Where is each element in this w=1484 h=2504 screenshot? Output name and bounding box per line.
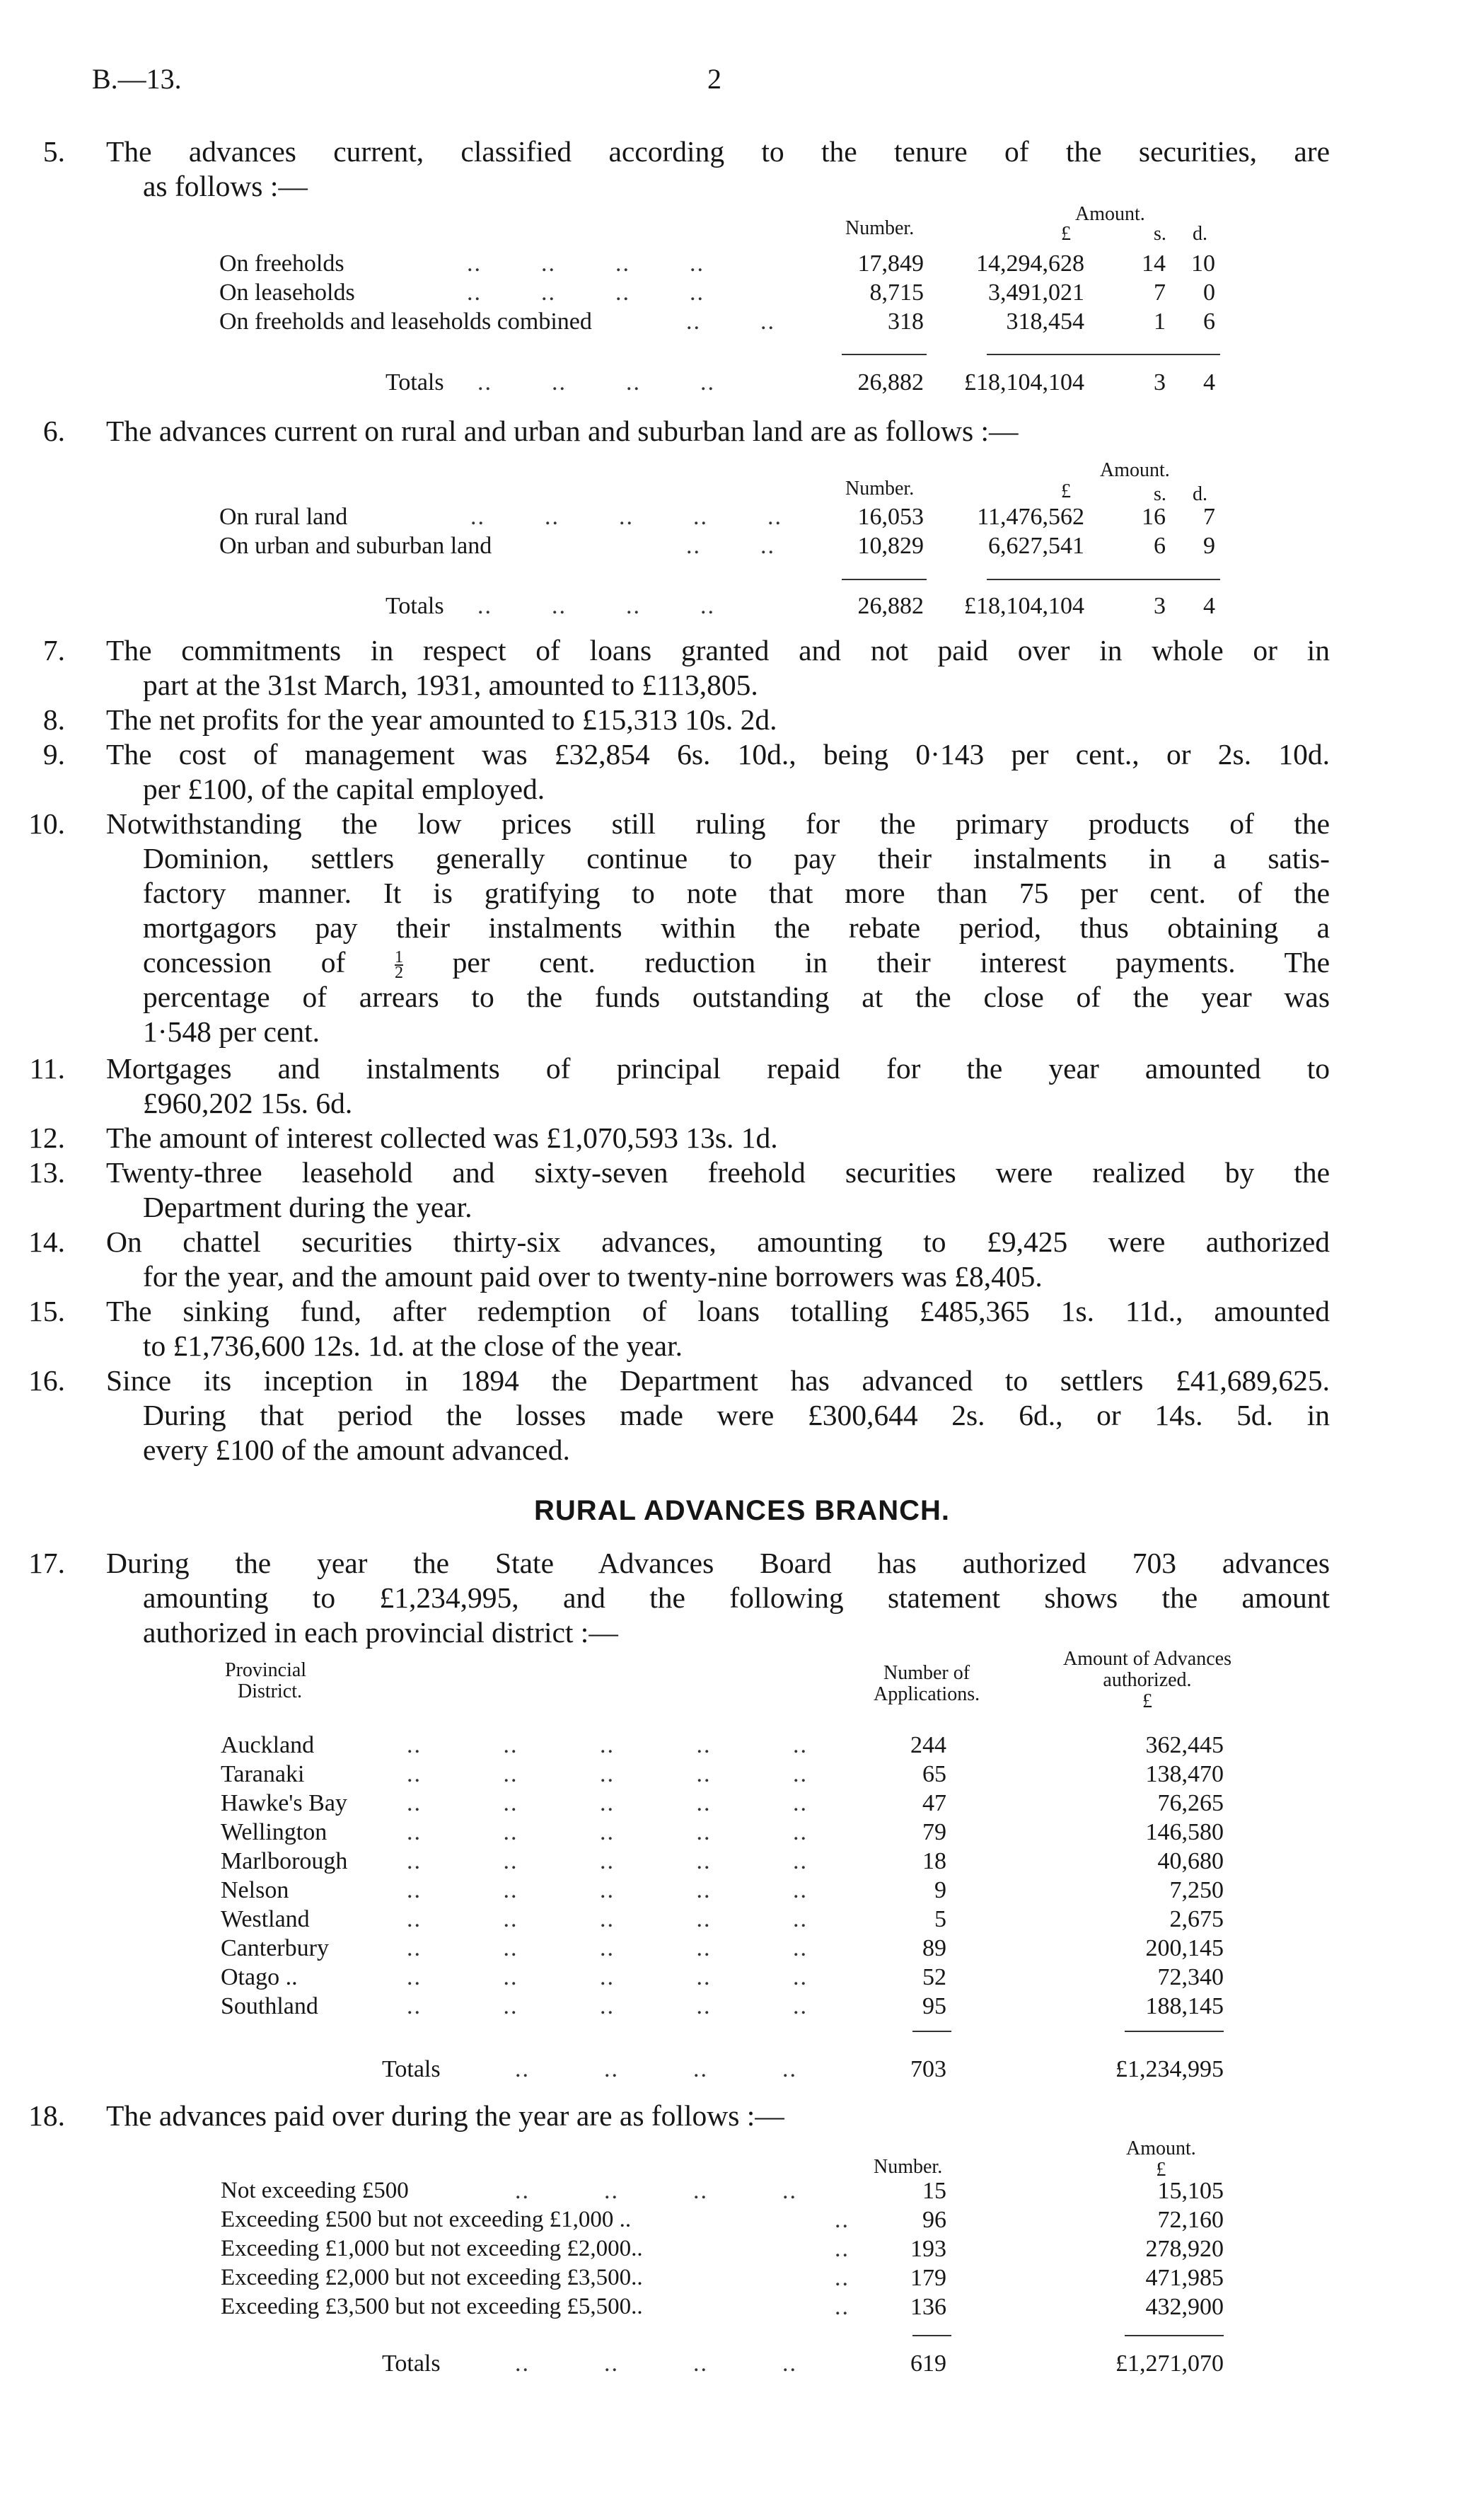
table-cell-pounds: 11,476,562 (977, 504, 1084, 530)
totals-label: Totals (382, 2056, 441, 2082)
leader-dots: .. .. .. .. .. (470, 504, 782, 530)
section-heading: RURAL ADVANCES BRANCH. (534, 1495, 950, 1526)
paragraph-line: £960,202 15s. 6d. (143, 1087, 353, 1119)
text-fragment: concession of (143, 946, 346, 979)
header-line: £ (1142, 1690, 1152, 1712)
leader-dots: .. (835, 2236, 850, 2262)
paragraph-line: On chattel securities thirty-six advances, amounting to £9,425 were authorized (106, 1225, 1330, 1258)
totals-amount: £1,234,995 (1115, 2056, 1224, 2082)
table-cell-district: Taranaki (221, 1761, 305, 1787)
table-cell-pence: 9 (1203, 533, 1215, 559)
leader-dots: .. .. .. .. (515, 2056, 797, 2082)
paragraph-line: Notwithstanding the low prices still ruling for the primary products of the (106, 807, 1330, 840)
paragraph-number: 16. (28, 1364, 65, 1397)
sum-rule (987, 354, 1220, 355)
column-header-applications (874, 1663, 980, 1705)
table-cell-number: 96 (922, 2207, 946, 2233)
table-cell-amount: 278,920 (1145, 2236, 1224, 2262)
paragraph-17 (28, 1546, 1330, 1650)
table-cell-shillings: 7 (1154, 279, 1166, 306)
sum-rule (1125, 2335, 1224, 2336)
paragraph-line: part at the 31st March, 1931, amounted to £113,805. (143, 669, 758, 701)
table-cell-amount: 188,145 (1145, 1993, 1224, 2019)
leader-dots: .. .. (686, 308, 775, 335)
paragraph-number: 6. (42, 415, 65, 447)
table-cell-applications: 65 (922, 1761, 946, 1787)
table-cell-number: 179 (910, 2265, 946, 2291)
paragraph-number: 18. (28, 2099, 65, 2132)
sum-rule (912, 2335, 951, 2336)
table-cell-applications: 18 (922, 1848, 946, 1874)
column-header-pound: £ (1061, 480, 1071, 502)
table-cell-number: 8,715 (869, 279, 924, 306)
paragraph-15 (28, 1294, 1330, 1363)
paragraph-line: 1·548 per cent. (143, 1015, 320, 1049)
paragraph-line: During that period the losses made were £300,644 2s. 6d., or 14s. 5d. in (143, 1399, 1330, 1431)
leader-dots: .. .. .. .. .. (407, 1848, 808, 1874)
table-row-label: Exceeding £3,500 but not exceeding £5,500.. (221, 2294, 643, 2319)
paragraph-line: Dominion, settlers generally continue to pay their instalments in a satis- (143, 842, 1330, 875)
leader-dots: .. .. .. .. .. (407, 1993, 808, 2019)
paragraph-line: Twenty-three leasehold and sixty-seven freehold securities were realized by the (106, 1156, 1330, 1189)
paragraph-6 (42, 414, 1330, 449)
table-cell-number: 15 (922, 2178, 946, 2204)
column-header-shillings: s. (1154, 483, 1166, 505)
table-cell-number: 10,829 (857, 533, 924, 559)
table-cell-district: Auckland (221, 1732, 315, 1758)
totals-pence: 4 (1203, 369, 1215, 396)
sum-rule (842, 354, 927, 355)
table-cell-shillings: 6 (1154, 533, 1166, 559)
paragraph-line: authorized in each provincial district :— (143, 1616, 618, 1649)
sum-rule (987, 579, 1220, 580)
column-header-amount: Amount. (1100, 459, 1170, 481)
column-header-number: Number. (874, 2156, 943, 2178)
sum-rule (842, 579, 927, 580)
paragraph-line: The advances paid over during the year are as follows :— (106, 2099, 784, 2132)
column-header-amount (1126, 2138, 1196, 2181)
paragraph-number: 12. (28, 1121, 65, 1154)
header-line: authorized. (1103, 1669, 1192, 1691)
paragraph-8 (42, 703, 1330, 737)
table-cell-amount: 7,250 (1169, 1877, 1224, 1903)
table-row-label: Exceeding £2,000 but not exceeding £3,500.. (221, 2265, 643, 2290)
table-cell-district: Canterbury (221, 1935, 329, 1961)
table-cell-applications: 89 (922, 1935, 946, 1961)
totals-amount: £1,271,070 (1115, 2350, 1224, 2377)
table-cell-number: 17,849 (857, 250, 924, 277)
table-cell-applications: 9 (934, 1877, 946, 1903)
fraction-denominator: 2 (394, 964, 403, 983)
header-line: Number of (883, 1662, 970, 1684)
paragraph-line: factory manner. It is gratifying to note that more than 75 per cent. of the (143, 877, 1330, 909)
table-row-label: On freeholds (219, 250, 344, 277)
table-cell-district: Southland (221, 1993, 318, 2019)
leader-dots: .. .. .. .. (477, 593, 715, 619)
paragraph-line: per £100, of the capital employed. (143, 773, 545, 805)
leader-dots: .. .. (686, 533, 775, 559)
table-cell-district: Marlborough (221, 1848, 348, 1874)
totals-number: 26,882 (857, 369, 924, 396)
table-row-label: On freeholds and leaseholds combined (219, 308, 592, 335)
paragraph-10 (28, 807, 1331, 1049)
table-cell-applications: 5 (934, 1906, 946, 1932)
header-line: Provincial (225, 1659, 307, 1681)
page-number: 2 (707, 63, 721, 95)
column-header-shillings: s. (1154, 223, 1166, 245)
leader-dots: .. .. .. .. .. (407, 1790, 808, 1816)
leader-dots: .. .. .. .. .. (407, 1761, 808, 1787)
table-cell-district: Otago .. (221, 1964, 298, 1990)
report-reference: B.—13. (92, 63, 182, 95)
paragraph-14 (28, 1225, 1330, 1294)
paragraph-line-with-fraction (106, 945, 1331, 983)
leader-dots: .. (835, 2207, 850, 2233)
totals-pence: 4 (1203, 593, 1215, 619)
paragraph-11 (29, 1051, 1330, 1121)
table-cell-amount: 40,680 (1157, 1848, 1224, 1874)
table-cell-amount: 138,470 (1145, 1761, 1224, 1787)
table-cell-number: 136 (910, 2294, 946, 2320)
table-cell-pounds: 6,627,541 (988, 533, 1084, 559)
paragraph-line: Mortgages and instalments of principal repaid for the year amounted to (106, 1052, 1330, 1085)
paragraph-16 (28, 1363, 1330, 1467)
paragraph-line: The cost of management was £32,854 6s. 10d., being 0·143 per cent., or 2s. 10d. (106, 738, 1330, 771)
paragraph-line: mortgagors pay their instalments within the rebate period, thus obtaining a (143, 911, 1330, 944)
leader-dots: .. .. .. .. (515, 2178, 797, 2204)
table-cell-pence: 10 (1191, 250, 1215, 277)
leader-dots: .. .. .. .. .. (407, 1906, 808, 1932)
table-row-label: Exceeding £500 but not exceeding £1,000 .. (221, 2207, 632, 2232)
paragraph-line: Since its inception in 1894 the Department has advanced to settlers £41,689,625. (106, 1364, 1330, 1397)
table-cell-number: 193 (910, 2236, 946, 2262)
totals-number: 26,882 (857, 593, 924, 619)
paragraph-12 (28, 1121, 1330, 1155)
table-cell-amount: 200,145 (1145, 1935, 1224, 1961)
totals-number: 619 (910, 2350, 946, 2377)
totals-label: Totals (382, 2350, 441, 2377)
leader-dots: .. .. .. .. .. (407, 1964, 808, 1990)
column-header-number: Number. (845, 217, 915, 239)
column-header-pence: d. (1193, 223, 1207, 245)
table-row-label: On rural land (219, 504, 348, 530)
paragraph-9 (42, 737, 1330, 807)
table-cell-amount: 72,340 (1157, 1964, 1224, 1990)
paragraph-number: 11. (29, 1052, 65, 1085)
fraction-one-half (394, 948, 403, 983)
paragraph-line: The commitments in respect of loans granted and not paid over in whole or in (106, 634, 1330, 667)
paragraph-7 (42, 633, 1330, 703)
table-cell-applications: 244 (910, 1732, 946, 1758)
table-row-label: Not exceeding £500 (221, 2178, 409, 2203)
table-cell-amount: 432,900 (1145, 2294, 1224, 2320)
header-line: Amount. (1126, 2137, 1196, 2159)
paragraph-number: 8. (42, 703, 65, 736)
paragraph-line: every £100 of the amount advanced. (143, 1433, 570, 1466)
paragraph-line: During the year the State Advances Board has authorized 703 advances (106, 1547, 1330, 1579)
leader-dots: .. .. .. .. (467, 250, 705, 277)
totals-label: Totals (386, 369, 444, 396)
table-row-label: On leaseholds (219, 279, 355, 306)
table-row-label: On urban and suburban land (219, 533, 492, 559)
paragraph-number: 10. (28, 807, 65, 840)
header-line: £ (1156, 2159, 1166, 2181)
table-cell-pounds: 3,491,021 (988, 279, 1084, 306)
table-cell-amount: 76,265 (1157, 1790, 1224, 1816)
table-cell-district: Nelson (221, 1877, 289, 1903)
table-cell-number: 16,053 (857, 504, 924, 530)
paragraph-number: 14. (28, 1225, 65, 1258)
table-cell-applications: 95 (922, 1993, 946, 2019)
totals-shillings: 3 (1154, 369, 1166, 396)
totals-pounds: £18,104,104 (964, 593, 1084, 619)
paragraph-number: 15. (28, 1295, 65, 1327)
table-cell-applications: 47 (922, 1790, 946, 1816)
header-line: District. (238, 1680, 302, 1702)
paragraph-line: Department during the year. (143, 1191, 473, 1223)
paragraph-line: The advances current on rural and urban and suburban land are as follows :— (106, 415, 1019, 447)
totals-shillings: 3 (1154, 593, 1166, 619)
paragraph-13 (28, 1155, 1330, 1225)
table-cell-shillings: 16 (1142, 504, 1166, 530)
leader-dots: .. .. .. .. .. (407, 1732, 808, 1758)
table-cell-pence: 6 (1203, 308, 1215, 335)
table-cell-amount: 146,580 (1145, 1819, 1224, 1845)
leader-dots: .. (835, 2265, 850, 2291)
column-header-amount: Amount. (1075, 203, 1145, 225)
table-cell-shillings: 14 (1142, 250, 1166, 277)
table-cell-amount: 72,160 (1157, 2207, 1224, 2233)
paragraph-line: The sinking fund, after redemption of loans totalling £485,365 1s. 11d., amounted (106, 1295, 1330, 1327)
column-header-amount-authorized (1063, 1649, 1231, 1712)
column-header-pound: £ (1061, 223, 1071, 245)
table-cell-pence: 0 (1203, 279, 1215, 306)
column-header-number: Number. (845, 478, 915, 500)
table-cell-amount: 362,445 (1145, 1732, 1224, 1758)
paragraph-number: 7. (42, 634, 65, 667)
leader-dots: .. .. .. .. .. (407, 1935, 808, 1961)
paragraph-5 (42, 134, 1330, 204)
leader-dots: .. .. .. .. (477, 369, 715, 396)
paragraph-number: 17. (28, 1547, 65, 1579)
table-cell-amount: 2,675 (1169, 1906, 1224, 1932)
table-cell-pounds: 318,454 (1006, 308, 1084, 335)
leader-dots: .. .. .. .. .. (407, 1819, 808, 1845)
leader-dots: .. .. .. .. (467, 279, 705, 306)
sum-rule (1125, 2031, 1224, 2032)
paragraph-line: amounting to £1,234,995, and the following statement shows the amount (143, 1581, 1330, 1614)
column-header-district (225, 1660, 306, 1702)
table-cell-district: Hawke's Bay (221, 1790, 347, 1816)
paragraph-line: percentage of arrears to the funds outstanding at the close of the year was (143, 981, 1330, 1014)
paragraph-line: The net profits for the year amounted to £15,313 10s. 2d. (106, 703, 777, 736)
table-cell-pence: 7 (1203, 504, 1215, 530)
header-line: Amount of Advances (1063, 1648, 1231, 1670)
header-line: Applications. (874, 1683, 980, 1705)
paragraph-line: to £1,736,600 12s. 1d. at the close of the year. (143, 1329, 683, 1362)
table-row-label: Exceeding £1,000 but not exceeding £2,000.. (221, 2236, 643, 2261)
table-cell-amount: 471,985 (1145, 2265, 1224, 2291)
fraction-numerator: 1 (394, 948, 403, 967)
text-fragment: per cent. reduction in their interest payments. The (452, 946, 1331, 979)
column-header-pence: d. (1193, 483, 1207, 505)
paragraph-line: as follows :— (143, 170, 308, 202)
leader-dots: .. .. .. .. .. (407, 1877, 808, 1903)
table-cell-amount: 15,105 (1157, 2178, 1224, 2204)
paragraph-18 (28, 2099, 1330, 2133)
table-cell-district: Wellington (221, 1819, 327, 1845)
table-cell-applications: 79 (922, 1819, 946, 1845)
paragraph-line: for the year, and the amount paid over to twenty-nine borrowers was £8,405. (143, 1260, 1043, 1293)
table-cell-district: Westland (221, 1906, 310, 1932)
paragraph-line: The advances current, classified according to the tenure of the securities, are (106, 135, 1330, 168)
totals-pounds: £18,104,104 (964, 369, 1084, 396)
leader-dots: .. .. .. .. (515, 2350, 797, 2377)
table-cell-number: 318 (888, 308, 924, 335)
paragraph-number: 5. (42, 135, 65, 168)
paragraph-line: The amount of interest collected was £1,070,593 13s. 1d. (106, 1121, 778, 1154)
table-cell-pounds: 14,294,628 (976, 250, 1084, 277)
table-cell-shillings: 1 (1154, 308, 1166, 335)
paragraph-number: 9. (42, 738, 65, 771)
paragraph-number: 13. (28, 1156, 65, 1189)
leader-dots: .. (835, 2294, 850, 2320)
totals-label: Totals (386, 593, 444, 619)
table-cell-applications: 52 (922, 1964, 946, 1990)
sum-rule (912, 2031, 951, 2032)
totals-applications: 703 (910, 2056, 946, 2082)
